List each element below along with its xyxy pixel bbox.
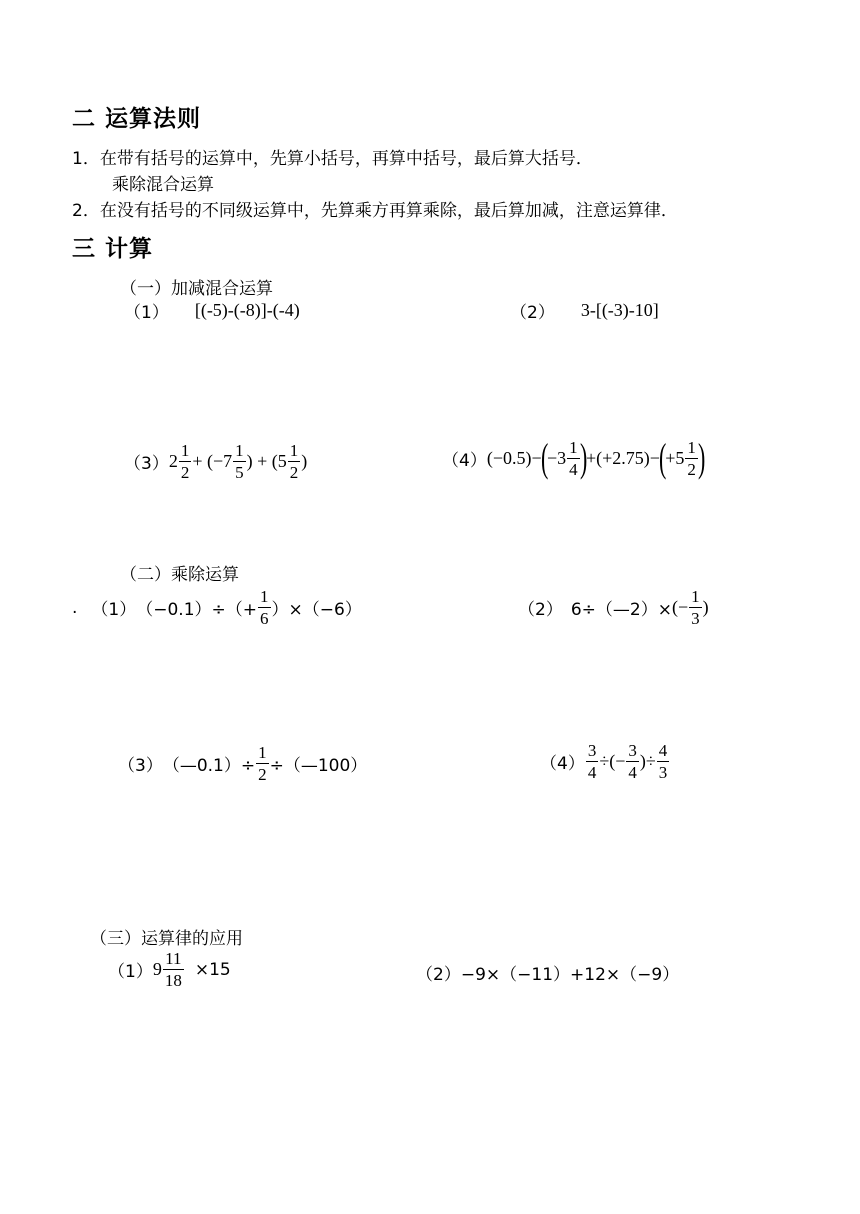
part3-problem-1: （1） 9 $\frac{11}{18}$ ×15 [108,949,231,990]
part2-problem-1: . （1） （−0.1）÷（+ $\frac{1}{6}$ ）×（−6） [72,587,362,628]
problem-number: （4） [442,450,487,471]
fraction: $\frac{1}{2}$ [258,743,267,784]
fraction: $\frac{1}{6}$ [260,587,269,628]
part2-problem-3: （3） （—0.1）÷ $\frac{1}{2}$ ÷（—100） [118,743,368,784]
fraction: $\frac{1}{4}$ [569,437,578,479]
part2-title: （二）乘除运算 [120,565,239,585]
part1-problem-1 [124,298,300,323]
fraction: $\frac{4}{3}$ [658,741,668,782]
fraction: $\frac{3}{4}$ [587,741,597,782]
problem-number: （4） [540,754,585,774]
section-title-calc: 三 计算 [72,236,154,262]
section-title-rules: 二 运算法则 [72,106,202,132]
part2-problem-4: （4） $\frac{3}{4}$ ÷(− $\frac{3}{4}$ )÷ $\frac{4}{3}$ [540,741,668,782]
problem-number: （1） [91,600,137,620]
expression: [(-5)-(-8)]-(-4) [194,300,300,320]
part3-title: （三）运算律的应用 [90,929,243,949]
fraction: $\frac{1}{2}$ [180,441,190,482]
problem-number: （3） [118,756,163,776]
problem-number: （1） [108,962,153,982]
fraction: $\frac{1}{2}$ [289,441,299,482]
part2-problem-2: （2） 6÷（—2）× (− $\frac{1}{3}$ ) [518,587,709,628]
problem-number: （3） [124,454,169,474]
rule-1-subheading: 乘除混合运算 [112,175,214,195]
problem-number: （1） [124,303,169,323]
expression: 3-[(-3)-10] [580,300,659,320]
fraction: $\frac{3}{4}$ [628,741,637,782]
problem-number: （2） [510,303,555,323]
part1-problem-2 [510,298,659,323]
part1-title: （一）加减混合运算 [120,279,273,299]
problem-number: （2） [518,600,563,620]
fraction: $\frac{1}{3}$ [691,587,700,628]
fraction: $\frac{1}{5}$ [235,441,244,482]
fraction: $\frac{11}{18}$ [164,949,182,990]
part1-problem-3: （3） 2 $\frac{1}{2}$ + (−7 $\frac{1}{5}$ ) + (5 $\frac{1}{2}$ ) [124,441,308,482]
part1-problem-4: （4） ( −0.5 ) − ( −3 $\frac{1}{4}$ ) + ( +2.75 ) − ( +5 $\frac{1}{2}$ ) [442,435,706,480]
rule-1: 1．在带有括号的运算中，先算小括号，再算中括号，最后算大括号． [72,149,593,169]
problem-number: （2） [416,965,461,985]
rule-2: 2．在没有括号的不同级运算中，先算乘方再算乘除，最后算加减，注意运算律． [72,201,678,221]
fraction: $\frac{1}{2}$ [687,437,696,479]
part3-problem-2: （2） −9×（−11）+12×（−9） [416,960,679,985]
